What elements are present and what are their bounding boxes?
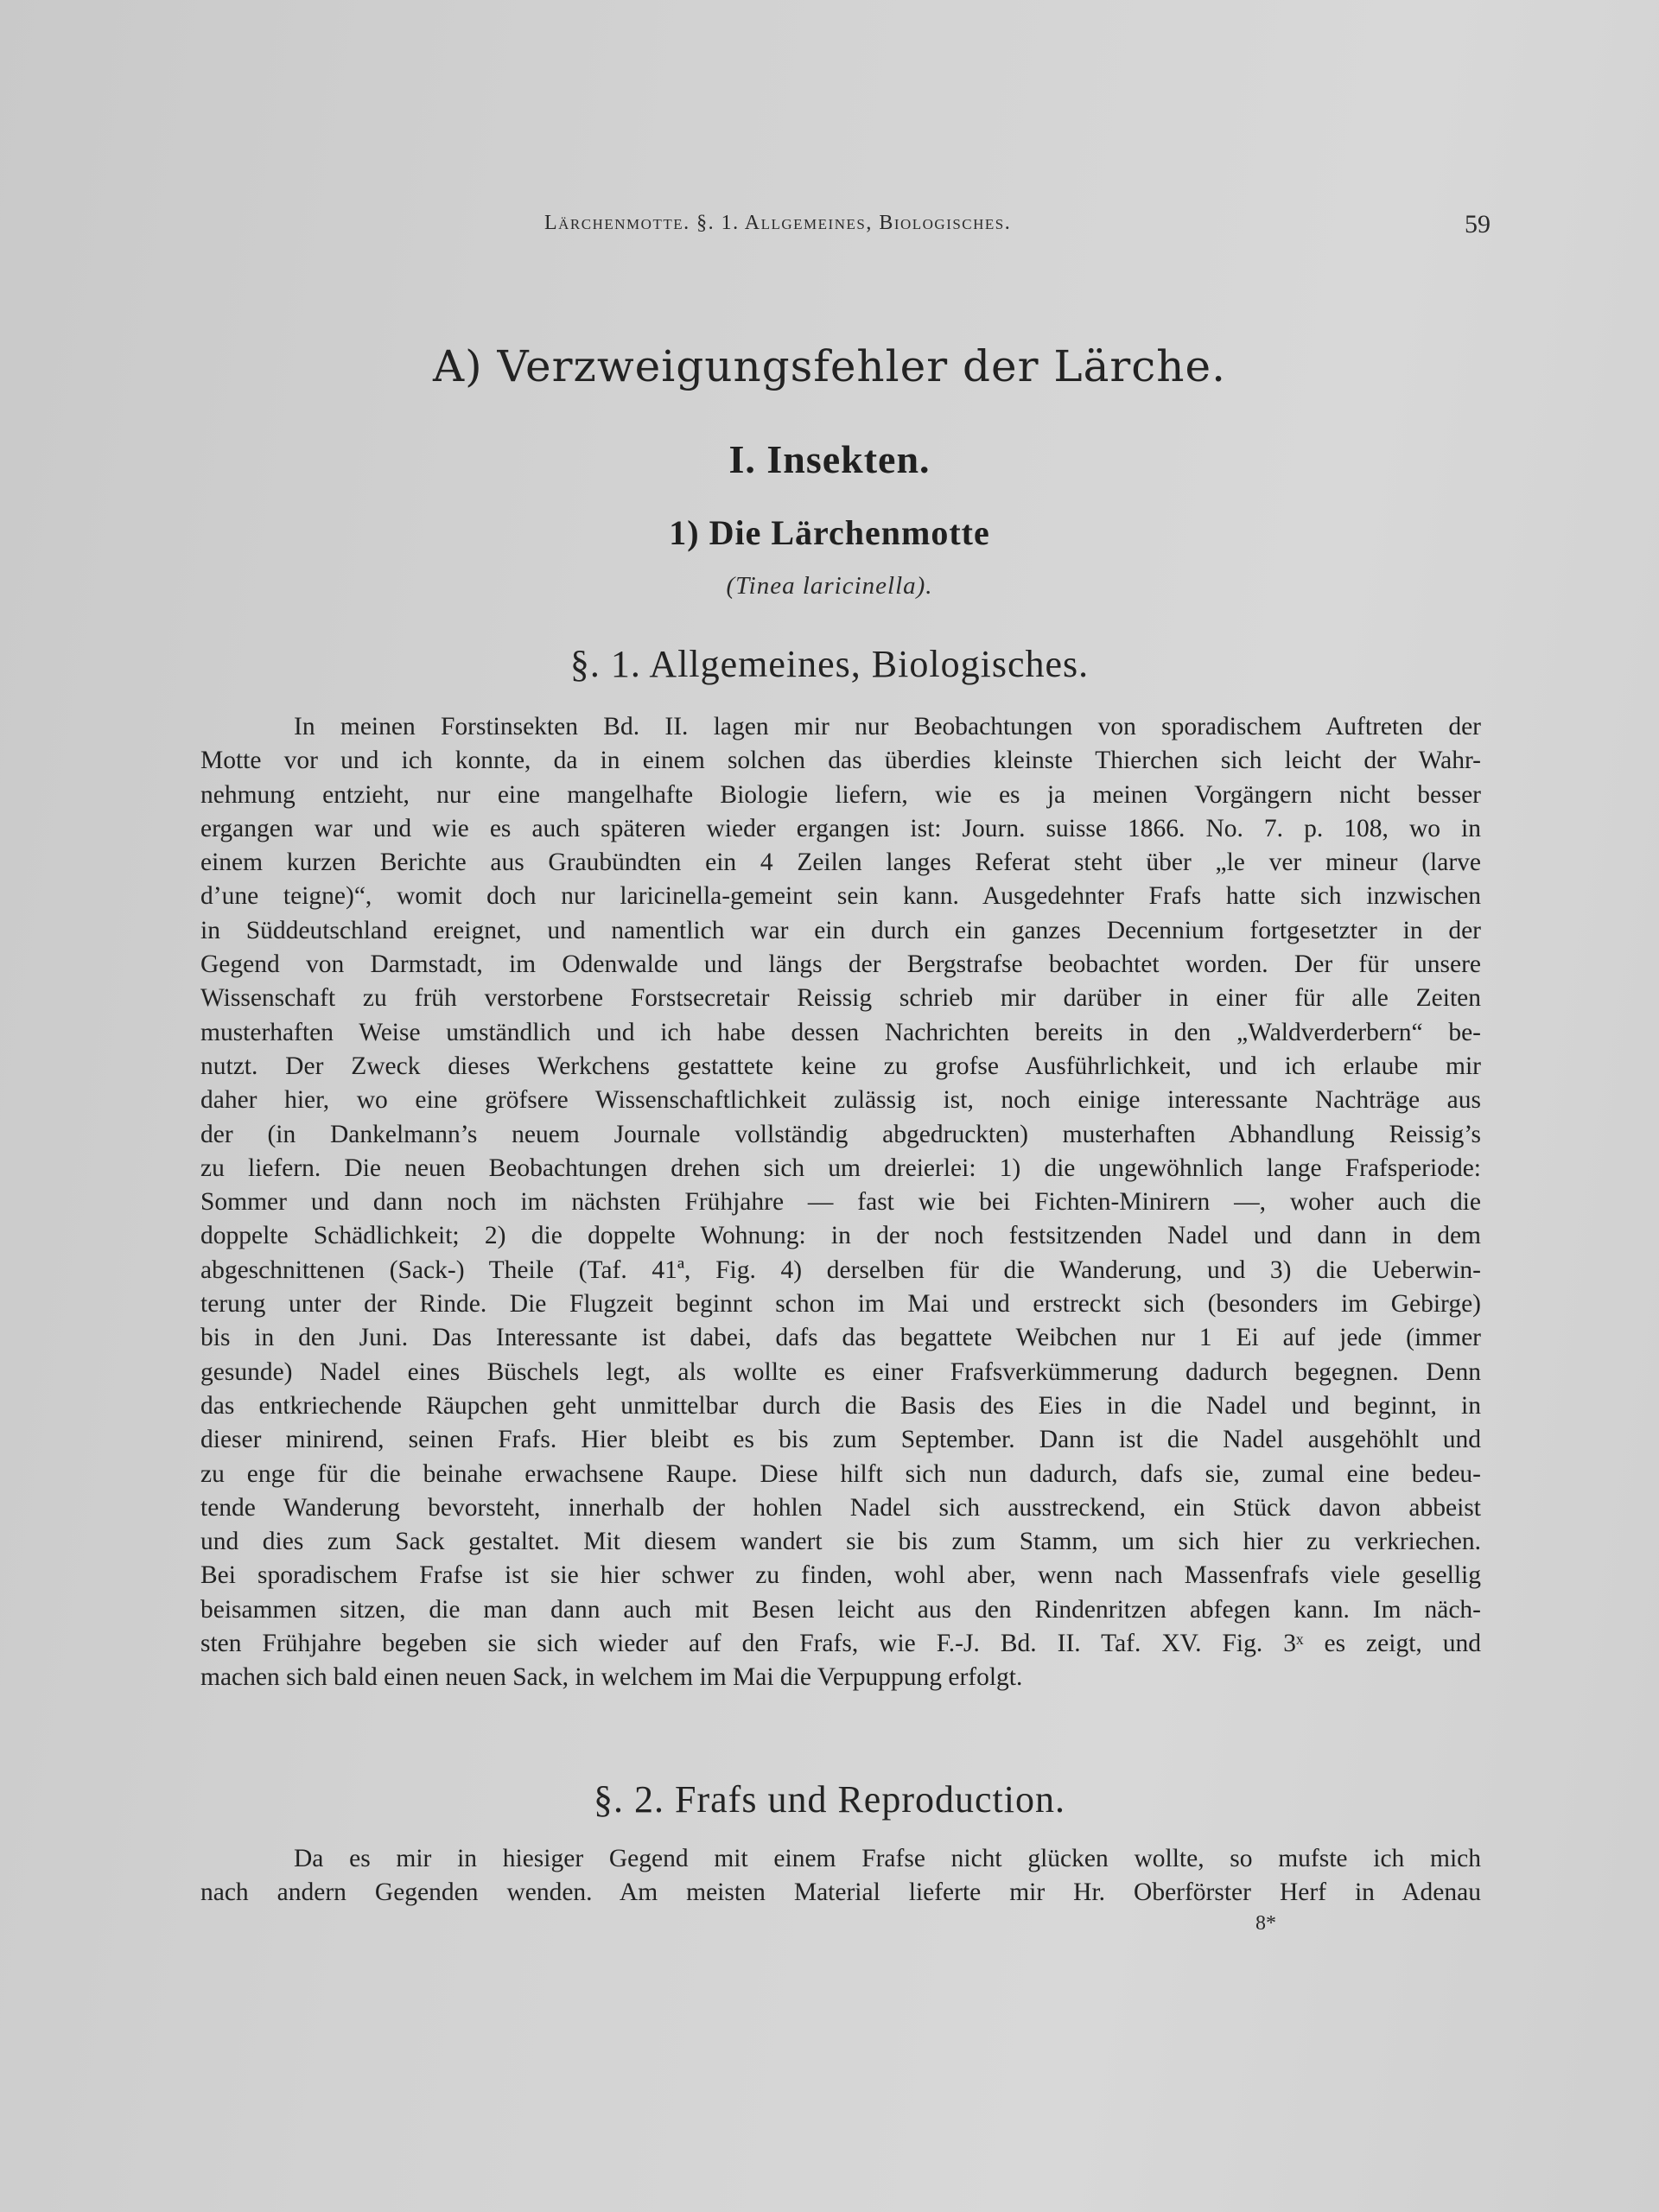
part-title: A) Verzweigungsfehler der Lärche.: [433, 341, 1226, 391]
text-line: nutzt. Der Zweck dieses Werkchens gestattete keine zu grofse Ausführlichkeit, und ich erlaube mir: [200, 1052, 1481, 1080]
paragraph-1: [200, 710, 1481, 1695]
text-line: ergangen war und wie es auch späteren wieder ergangen ist: Journ. suisse 1866. No. 7. p. 108, wo in: [200, 814, 1481, 842]
text-line: sten Frühjahre begeben sie sich wieder auf den Frafs, wie F.-J. Bd. II. Taf. XV. Fig. 3ˣ es zeigt, und: [200, 1630, 1481, 1658]
text-line: zu liefern. Die neuen Beobachtungen drehen sich um dreierlei: 1) die ungewöhnlich lange Frafsperiode:: [200, 1154, 1481, 1182]
text-line: zu enge für die beinahe erwachsene Raupe. Diese hilft sich nun dadurch, dafs sie, zumal eine bedeu-: [200, 1459, 1481, 1488]
text-line: dieser minirend, seinen Frafs. Hier bleibt es bis zum September. Dann ist die Nadel ausgehöhlt und: [200, 1426, 1481, 1454]
text-line: bis in den Juni. Das Interessante ist dabei, dafs das begattete Weibchen nur 1 Ei auf jede (immer: [200, 1324, 1481, 1352]
text-line: daher hier, wo eine gröfsere Wissenschaftlichkeit zulässig ist, noch einige interessante Nachträge aus: [200, 1086, 1481, 1115]
text-line: Sommer und dann noch im nächsten Frühjahre — fast wie bei Fichten-Minirern —, woher auch die: [200, 1188, 1481, 1217]
section-title: 1) Die Lärchenmotte: [669, 513, 990, 552]
text-line: das entkriechende Räupchen geht unmittelbar durch die Basis des Eies in die Nadel und beginnt, in: [200, 1391, 1481, 1420]
text-line: und dies zum Sack gestaltet. Mit diesem wandert sie bis zum Stamm, um sich hier zu verkriechen.: [200, 1528, 1481, 1556]
text-line: In meinen Forstinsekten Bd. II. lagen mir nur Beobachtungen von sporadischem Auftreten der: [294, 713, 1481, 741]
paragraph-2: [200, 1842, 1481, 1910]
text-line: Motte vor und ich konnte, da in einem solchen das überdies kleinste Thierchen sich leicht der Wahr-: [200, 747, 1481, 775]
text-line: doppelte Schädlichkeit; 2) die doppelte Wohnung: in der noch festsitzenden Nadel und dann in dem: [200, 1222, 1481, 1250]
text-line: Da es mir in hiesiger Gegend mit einem Frafse nicht glücken wollte, so mufste ich mich: [294, 1845, 1481, 1872]
text-line: tende Wanderung bevorsteht, innerhalb der hohlen Nadel sich ausstreckend, ein Stück davon abbeist: [200, 1493, 1481, 1522]
text-line: d’une teigne)“, womit doch nur laricinella-gemeint sein kann. Ausgedehnter Frafs hatte sich inzwischen: [200, 882, 1481, 911]
latin-name: (Tinea laricinella).: [726, 572, 933, 600]
text-line: Bei sporadischem Frafse ist sie hier schwer zu finden, wohl aber, wenn nach Massenfrafs viele gesellig: [200, 1561, 1481, 1590]
text-line: abgeschnittenen (Sack-) Theile (Taf. 41ª, Fig. 4) derselben für die Wanderung, und 3) die Ueberwin-: [200, 1255, 1481, 1284]
text-line: nach andern Gegenden wenden. Am meisten Material lieferte mir Hr. Oberförster Herf in Adenau: [200, 1878, 1481, 1907]
text-line: Wissenschaft zu früh verstorbene Forstsecretair Reissig schrieb mir darüber in einer für alle Zeiten: [200, 984, 1481, 1013]
text-line: gesunde) Nadel eines Büschels legt, als wollte es einer Frafsverkümmerung dadurch begegnen. Denn: [200, 1357, 1481, 1386]
text-line: terung unter der Rinde. Die Flugzeit beginnt schon im Mai und erstreckt sich (besonders im Gebirge): [200, 1290, 1481, 1319]
subsection-heading-2: §. 2. Frafs und Reproduction.: [594, 1778, 1065, 1821]
text-line: einem kurzen Berichte aus Graubündten ein 4 Zeilen langes Referat steht über „le ver mineur (larve: [200, 849, 1481, 877]
signature-mark: 8*: [1255, 1912, 1276, 1935]
page-header: [544, 212, 1491, 246]
subsection-heading-1: §. 1. Allgemeines, Biologisches.: [569, 643, 1090, 685]
chapter-title: I. Insekten.: [728, 437, 931, 481]
text-line: nehmung entzieht, nur eine mangelhafte Biologie liefern, wie es ja meinen Vorgängern nicht besser: [200, 780, 1481, 809]
page-number: 59: [1465, 210, 1491, 238]
text-line: musterhaften Weise umständlich und ich habe dessen Nachrichten bereits in den „Waldverderbern“ be-: [200, 1018, 1481, 1046]
text-line: der (in Dankelmann’s neuem Journale vollständig abgedruckten) musterhaften Abhandlung Reissig’s: [200, 1120, 1481, 1148]
text-line: beisammen sitzen, die man dann auch mit Besen leicht aus den Rindenritzen abfegen kann. Im näch-: [200, 1595, 1481, 1624]
text-line: machen sich bald einen neuen Sack, in welchem im Mai die Verpuppung erfolgt.: [200, 1663, 1023, 1692]
text-line: Gegend von Darmstadt, im Odenwalde und längs der Bergstrafse beobachtet worden. Der für unsere: [200, 950, 1481, 979]
running-head: Lärchenmotte. §. 1. Allgemeines, Biologisches.: [544, 212, 1012, 234]
text-line: in Süddeutschland ereignet, und namentlich war ein durch ein ganzes Decennium fortgesetzter in der: [200, 916, 1481, 944]
